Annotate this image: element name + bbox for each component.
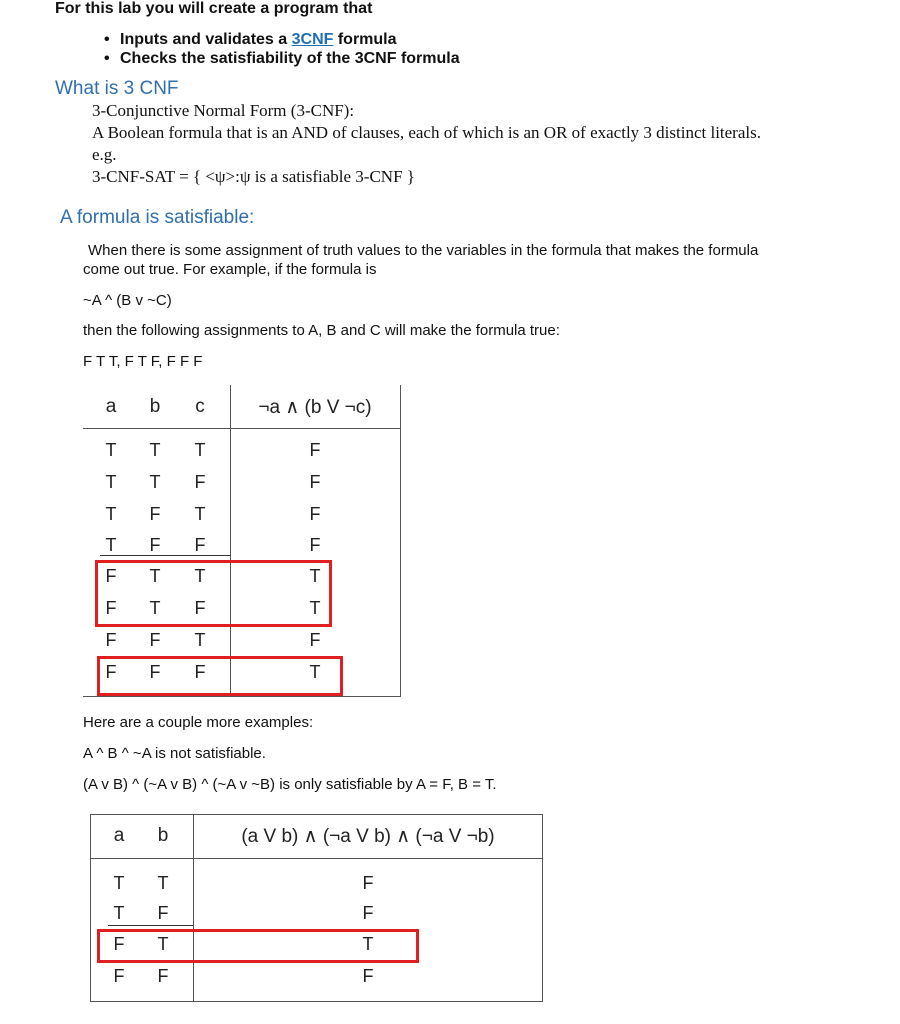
definition-line: 3-CNF-SAT = { <ψ>:ψ is a satisfiable 3-CNF } bbox=[92, 167, 415, 186]
table1-header-b: b bbox=[149, 396, 161, 417]
table1-cell: F bbox=[149, 504, 161, 524]
table-divider-vertical bbox=[193, 814, 194, 1002]
table2-cell: T bbox=[113, 903, 125, 923]
table1-cell: T bbox=[309, 598, 321, 618]
table2-cell: T bbox=[362, 934, 374, 954]
table1-cell: T bbox=[149, 472, 161, 492]
table1-cell: T bbox=[194, 630, 206, 650]
row-underline bbox=[108, 925, 193, 926]
table2-cell: T bbox=[113, 873, 125, 893]
definition-line: e.g. bbox=[92, 145, 117, 164]
table2-cell: F bbox=[362, 903, 374, 923]
table1-cell: T bbox=[105, 535, 117, 555]
table2-cell: F bbox=[362, 966, 374, 986]
bullet-1-text-before: Inputs and validates a bbox=[120, 31, 292, 48]
table1-cell: F bbox=[309, 440, 321, 460]
table-border-right bbox=[542, 814, 543, 1002]
table2-cell: F bbox=[113, 966, 125, 986]
table1-cell: F bbox=[105, 630, 117, 650]
table1-cell: T bbox=[149, 598, 161, 618]
highlight-box-satisfying-row bbox=[97, 929, 419, 963]
table1-cell: F bbox=[194, 598, 206, 618]
table1-cell: T bbox=[149, 440, 161, 460]
table1-cell: F bbox=[309, 472, 321, 492]
bullet-dot-icon: • bbox=[104, 50, 110, 67]
table2-cell: F bbox=[113, 934, 125, 954]
table1-cell: F bbox=[105, 566, 117, 586]
examples-intro: Here are a couple more examples: bbox=[83, 714, 314, 731]
table1-cell: F bbox=[194, 662, 206, 682]
table1-cell: T bbox=[105, 504, 117, 524]
bullet-2-text: Checks the satisfiability of the 3CNF formula bbox=[120, 50, 460, 67]
table1-header-c: c bbox=[195, 396, 205, 417]
table1-cell: T bbox=[194, 566, 206, 586]
table2-header-a: a bbox=[113, 825, 125, 846]
assignments-text: F T T, F T F, F F F bbox=[83, 353, 203, 370]
section-heading-satisfiable: A formula is satisfiable: bbox=[60, 207, 255, 228]
table2-cell: F bbox=[157, 966, 169, 986]
definition-line: A Boolean formula that is an AND of clauses, each of which is an OR of exactly 3 distinct literals. bbox=[92, 123, 761, 142]
3cnf-link[interactable]: 3CNF bbox=[291, 31, 334, 48]
table-border-top bbox=[90, 814, 543, 815]
table-border-bottom bbox=[90, 1001, 543, 1002]
section-heading-what-is-3cnf: What is 3 CNF bbox=[55, 78, 179, 99]
table1-cell: F bbox=[105, 598, 117, 618]
table1-cell: F bbox=[194, 535, 206, 555]
table1-cell: T bbox=[105, 472, 117, 492]
table2-cell: T bbox=[157, 873, 169, 893]
example-2: (A v B) ^ (~A v B) ^ (~A v ~B) is only satisfiable by A = F, B = T. bbox=[83, 776, 497, 793]
table-divider-header bbox=[90, 858, 543, 859]
intro-text: For this lab you will create a program that bbox=[55, 0, 373, 17]
table1-cell: T bbox=[194, 504, 206, 524]
paragraph-line: then the following assignments to A, B and C will make the formula true: bbox=[83, 322, 560, 339]
example-1: A ^ B ^ ~A is not satisfiable. bbox=[83, 745, 266, 762]
table2-header-b: b bbox=[157, 825, 169, 846]
table2-cell: F bbox=[362, 873, 374, 893]
table1-cell: T bbox=[309, 662, 321, 682]
table1-cell: F bbox=[309, 504, 321, 524]
table2-header-formula: (a V b) ∧ (¬a V b) ∧ (¬a V ¬b) bbox=[241, 826, 495, 847]
definition-line: 3-Conjunctive Normal Form (3-CNF): bbox=[92, 101, 355, 120]
table1-header-formula: ¬a ∧ (b V ¬c) bbox=[258, 397, 372, 418]
table1-cell: F bbox=[309, 535, 321, 555]
table2-cell: F bbox=[157, 903, 169, 923]
table1-cell: F bbox=[149, 535, 161, 555]
bullet-dot-icon: • bbox=[104, 31, 110, 48]
table1-cell: F bbox=[309, 630, 321, 650]
table1-header-a: a bbox=[105, 396, 117, 417]
table1-cell: T bbox=[194, 440, 206, 460]
paragraph-line: When there is some assignment of truth values to the variables in the formula that makes the formula bbox=[88, 242, 759, 259]
table1-cell: F bbox=[149, 630, 161, 650]
table1-cell: F bbox=[105, 662, 117, 682]
table1-cell: F bbox=[149, 662, 161, 682]
table1-cell: T bbox=[149, 566, 161, 586]
example-formula: ~A ^ (B v ~C) bbox=[83, 292, 172, 309]
table1-cell: T bbox=[105, 440, 117, 460]
paragraph-line: come out true. For example, if the formula is bbox=[83, 261, 377, 278]
table2-cell: T bbox=[157, 934, 169, 954]
bullet-1-text-after: formula bbox=[333, 31, 397, 48]
table1-cell: T bbox=[309, 566, 321, 586]
table1-cell: F bbox=[194, 472, 206, 492]
table-border-left bbox=[90, 814, 91, 1002]
